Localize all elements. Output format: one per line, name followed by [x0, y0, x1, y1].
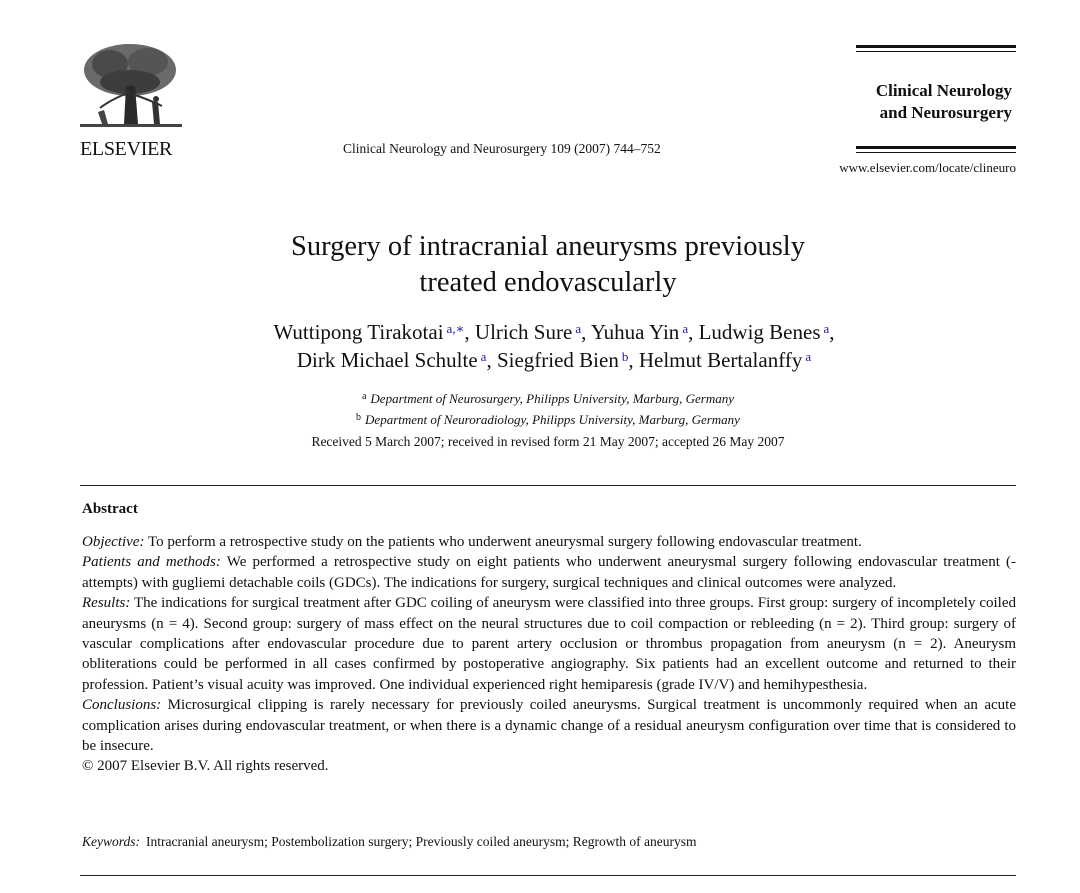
author: Wuttipong Tirakotai [273, 320, 444, 344]
author-separator: , [581, 320, 587, 344]
author: Ulrich Sure [474, 320, 573, 344]
author: Siegfried Bien [496, 348, 619, 372]
affiliation-mark: a [361, 391, 367, 402]
conclusions-label: Conclusions: [82, 697, 162, 714]
abstract-bottom-divider [80, 875, 1016, 876]
abstract-body [82, 532, 1016, 777]
author-separator: , [486, 348, 492, 372]
received-dates: Received 5 March 2007; received in revised form 21 May 2007; accepted 26 May 2007 [311, 434, 785, 449]
journal-rule-bottom [856, 146, 1016, 149]
affiliations [0, 387, 1080, 429]
methods-text: We performed a retrospective study on eight patients who underwent aneurysmal surgery following endovascular treatment (-attempts) with gugliemi detachable coils (GDCs). The indications for surgery, surgical techniques and clinical outcomes were analyzed. [82, 554, 1016, 591]
abstract-objective [82, 532, 1016, 552]
journal-url[interactable]: www.elsevier.com/locate/clineuro [839, 160, 1016, 175]
affiliation-mark: b [356, 412, 362, 423]
journal-rule-bottom-thin [856, 152, 1016, 153]
author-separator: , [688, 320, 694, 344]
journal-name-line1: Clinical Neurology [875, 81, 1012, 100]
abstract-conclusions [82, 695, 1016, 756]
abstract-methods [82, 552, 1016, 593]
journal-rule-top-thin [856, 51, 1016, 52]
affiliation-link[interactable]: a,∗ [446, 321, 465, 336]
abstract-results [82, 593, 1016, 695]
conclusions-text: Microsurgical clipping is rarely necessary for previously coiled aneurysms. Surgical treatment is uncommonly required when an acute complication arises during endovascular treatment, or when there is a dynamic change of a residual aneurysm configuration over time that is considered to be insecure. [82, 697, 1016, 755]
author: Yuhua Yin [590, 320, 680, 344]
results-label: Results: [82, 595, 131, 612]
author: Ludwig Benes [698, 320, 821, 344]
keywords [82, 834, 1016, 850]
author-list [0, 318, 1080, 374]
methods-label: Patients and methods: [82, 554, 221, 571]
affiliation-link[interactable]: a [805, 349, 812, 364]
affiliation-link[interactable]: a [480, 349, 487, 364]
journal-name [856, 80, 1012, 124]
affiliation-item [0, 408, 1080, 429]
author-line-1 [0, 318, 1080, 346]
article-title-line1: Surgery of intracranial aneurysms previously [291, 231, 805, 262]
article-title-line2: treated endovascularly [419, 267, 677, 298]
journal-rule-top [856, 45, 1016, 48]
author: Helmut Bertalanffy [638, 348, 803, 372]
affiliation-link[interactable]: b [621, 349, 629, 364]
publisher-name: ELSEVIER [80, 138, 173, 160]
keywords-text: Intracranial aneurysm; Postembolization surgery; Previously coiled aneurysm; Regrowth of aneurysm [146, 834, 697, 849]
affiliation-link[interactable]: a [575, 321, 582, 336]
affiliation-text: Department of Neurosurgery, Philipps University, Marburg, Germany [370, 391, 735, 406]
author: Dirk Michael Schulte [296, 348, 478, 372]
abstract-heading: Abstract [82, 501, 138, 517]
affiliation-link[interactable]: a [823, 321, 830, 336]
article-title [0, 229, 1080, 301]
journal-name-line2: and Neurosurgery [879, 103, 1012, 122]
copyright-notice: © 2007 Elsevier B.V. All rights reserved. [82, 758, 329, 775]
keywords-label: Keywords: [82, 834, 140, 849]
author-separator: , [464, 320, 470, 344]
affiliation-text: Department of Neuroradiology, Philipps University, Marburg, Germany [365, 412, 740, 427]
objective-text: To perform a retrospective study on the patients who underwent aneurysmal surgery following endovascular treatment. [147, 534, 862, 550]
affiliation-item [0, 387, 1080, 408]
elsevier-tree-logo [80, 42, 182, 134]
journal-citation: Clinical Neurology and Neurosurgery 109 (2007) 744–752 [343, 141, 661, 156]
author-line-2 [0, 346, 1080, 374]
author-separator: , [628, 348, 634, 372]
objective-label: Objective: [82, 534, 145, 550]
affiliation-link[interactable]: a [682, 321, 689, 336]
author-separator: , [829, 320, 835, 344]
abstract-top-divider [80, 485, 1016, 486]
results-text: The indications for surgical treatment after GDC coiling of aneurysm were classified into three groups. First group: surgery of incompletely coiled aneurysms (n = 4). Second group: surgery of mass effect on the neural structures due to coil compaction or rebleeding (n = 2). Third group: surgery of vascular complications after endovascular procedure due to parent artery occlusion or thrombus propagation from aneurysm (n = 2). Aneurysm obliterations could be performed in all cases confirmed by postoperative angiography. Six patients had an excellent outcome and returned to their profession. Patient’s visual acuity was improved. One individual experienced right hemiparesis (grade IV/V) and hemihypesthesia. [82, 595, 1017, 693]
